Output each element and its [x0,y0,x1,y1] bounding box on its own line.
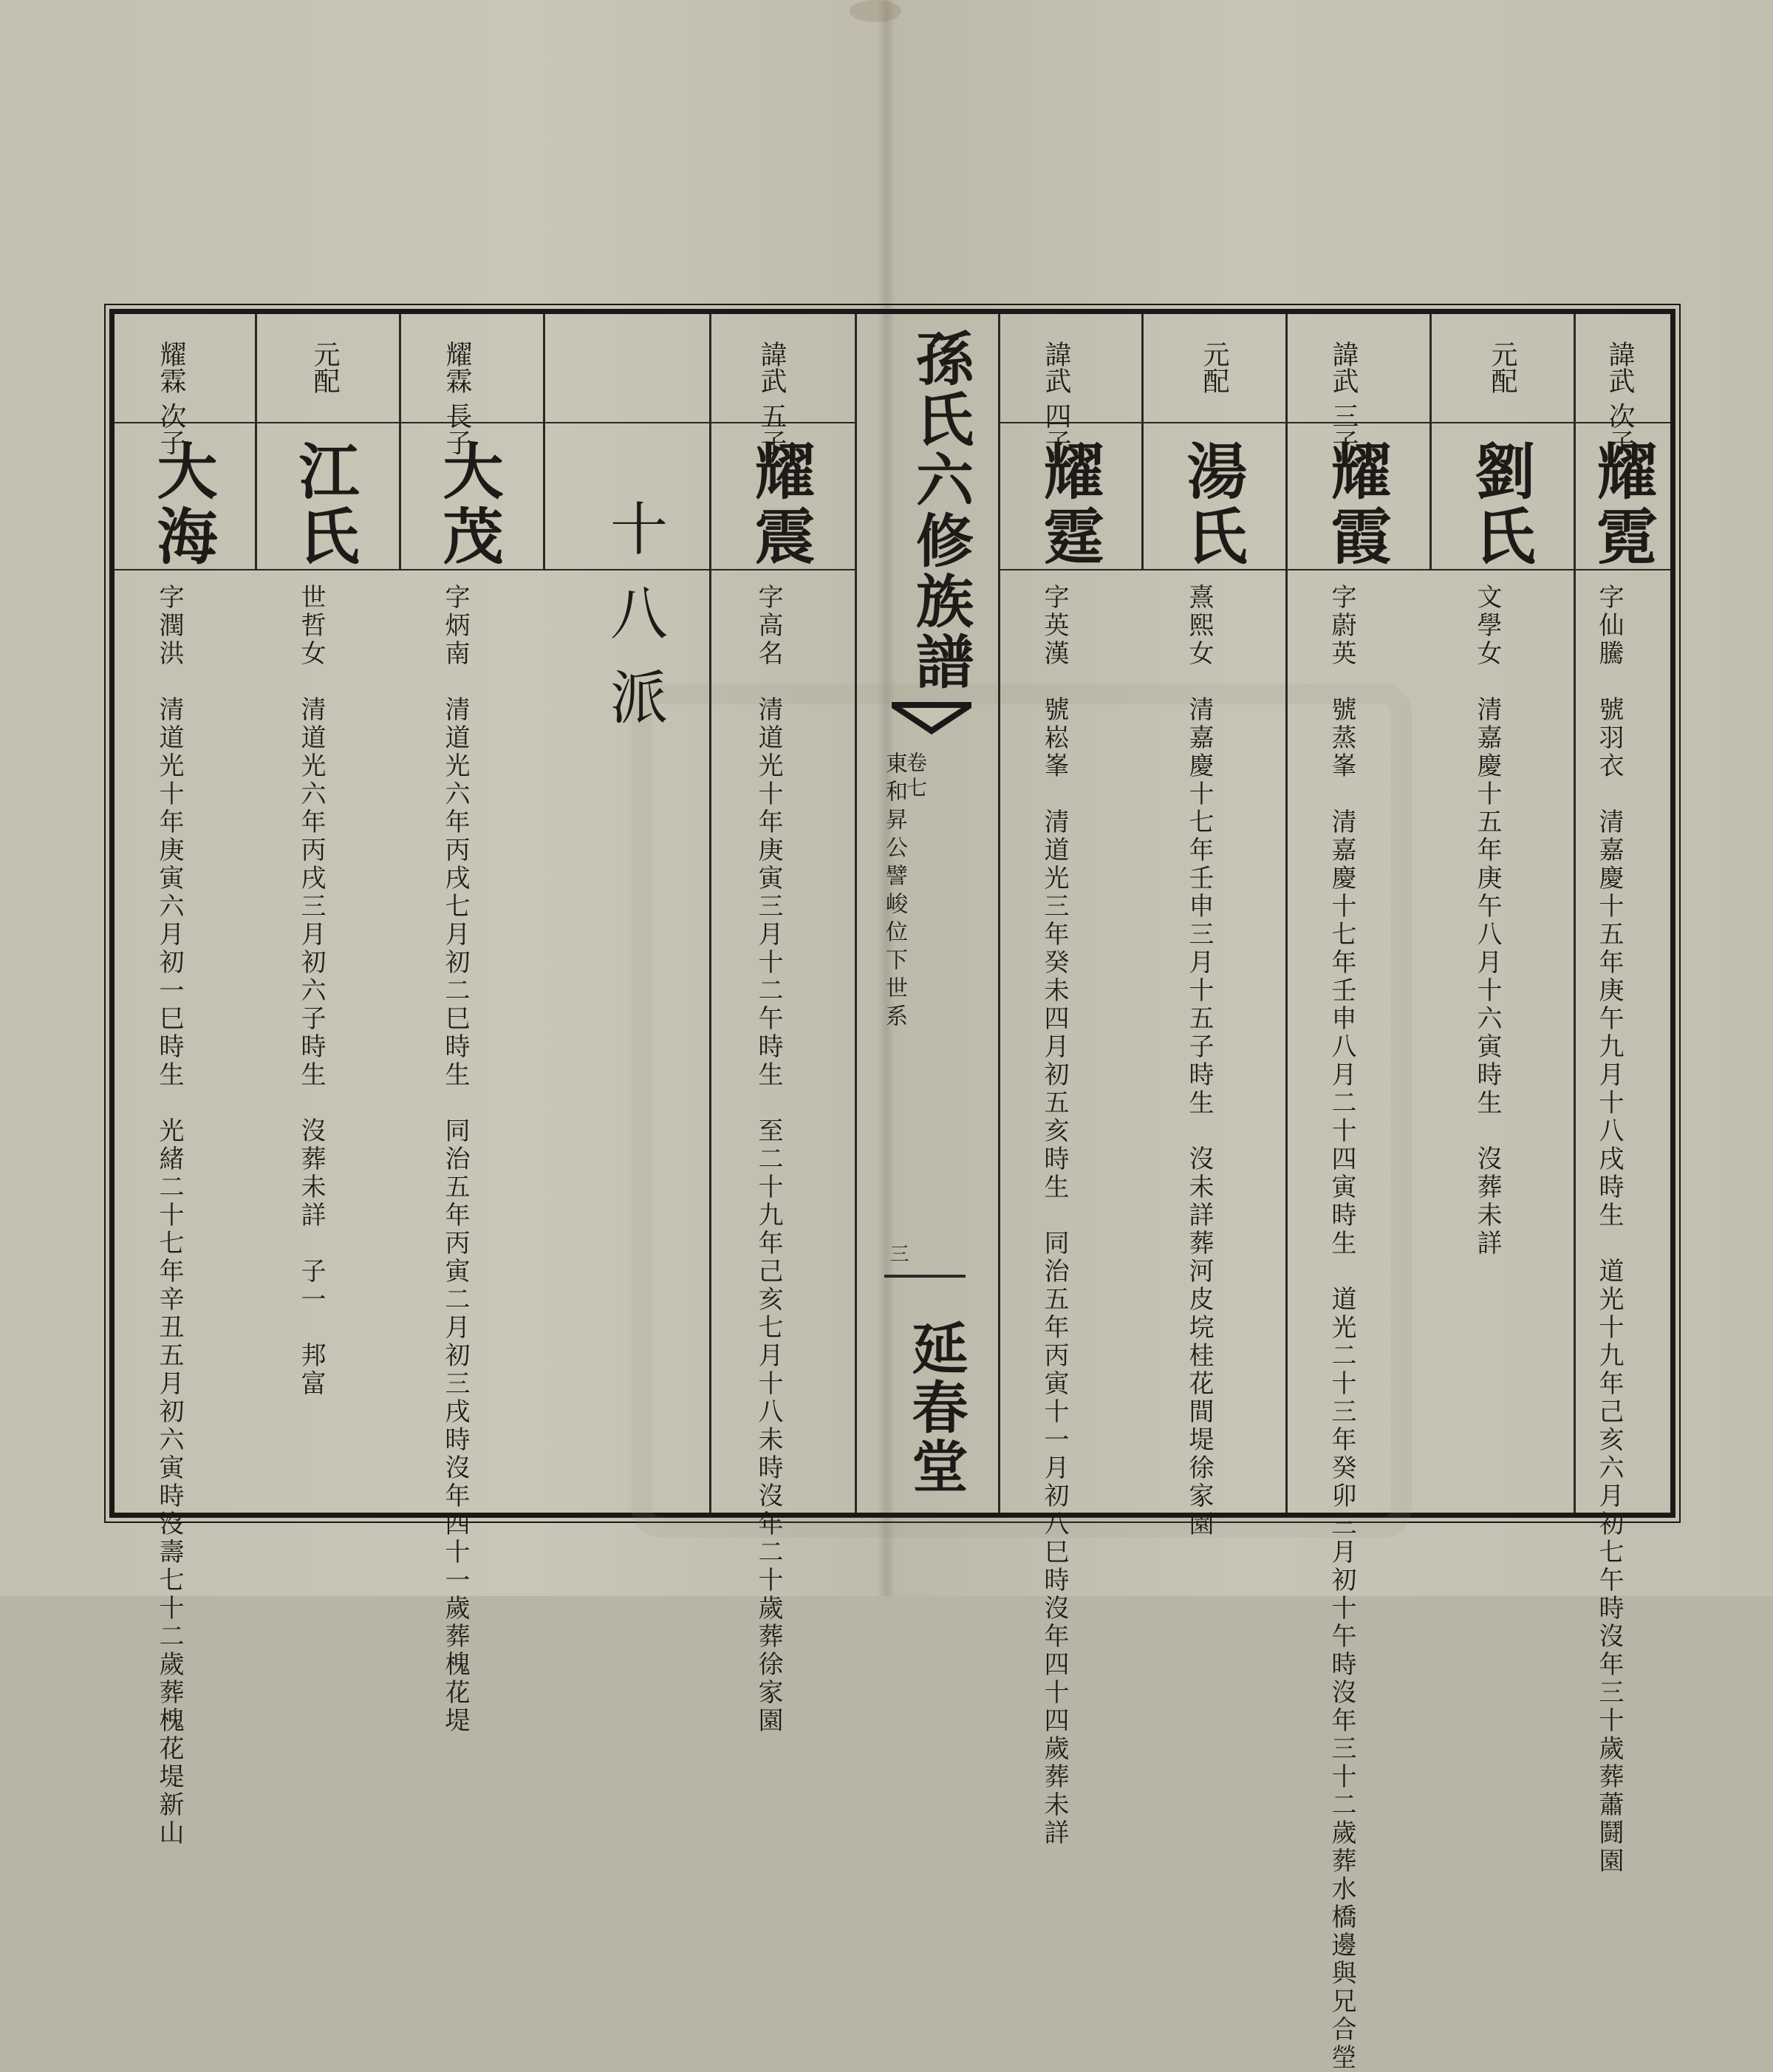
entry-column-jiangshi [255,314,399,1513]
hall-rule [884,1275,966,1278]
center-title-column [855,314,998,1513]
relation-label: 諱武 次子 [1605,341,1635,456]
entry-column-dahai [115,314,255,1847]
biography-text: 文學女 清嘉慶十五年庚午八月十六寅時生 沒葬未詳 [1472,584,1502,1258]
person-name: 江氏 [289,440,360,570]
biography-text: 世哲女 清道光六年丙戌三月初六子時生 沒葬未詳 子一 邦富 [296,584,326,1398]
biography-text: 字高名 清道光十年庚寅三月十二午時生 至二十九年己亥七月十八未時沒年二十歲葬徐家園 [754,584,783,1735]
biography-text: 字蔚英 號蒸峯 清嘉慶十七年壬申八月二十四寅時生 道光二十三年癸卯三月初十午時沒年三十二歲葬水橋邊與兄合塋 [1327,584,1356,2072]
relation-label: 耀霖 次子 [156,341,186,456]
relation-label: 元配 [310,341,340,394]
entry-column-yaoni [1574,314,1670,1875]
biography-text: 熹熙女 清嘉慶十七年壬申三月十五子時生 沒未詳葬河皮垸桂花間堤徐家園 [1184,584,1214,1538]
relation-label: 耀霖 長子 [442,341,472,456]
entry-column-tangshi [1141,314,1285,1538]
biography-text: 字炳南 清道光六年丙戌七月初二巳時生 同治五年丙寅二月初三戌時沒年四十一歲葬槐花堤 [440,584,470,1735]
entry-column-yaoxia [1285,314,1429,2072]
paper-stain [850,0,901,22]
person-name: 耀霓 [1587,440,1658,570]
generation-label: 十八派 [601,499,667,752]
relation-label: 諱武 五子 [756,341,787,456]
entry-column-yaozhen [709,314,855,1735]
relation-label: 元配 [1199,341,1229,394]
person-name: 湯氏 [1177,440,1248,570]
entry-column-yaoting [998,314,1141,1847]
person-name: 大海 [147,440,218,570]
person-name: 劉氏 [1465,440,1536,570]
person-name: 耀霆 [1034,440,1104,570]
series-label: 東和昇公譬峻位下世系 [881,752,907,1032]
biography-text: 字英漢 號崧峯 清道光三年癸未四月初五亥時生 同治五年丙寅十一月初八巳時沒年四十四歲葬未詳 [1039,584,1069,1847]
biography-text: 字仙騰 號羽衣 清嘉慶十五年庚午九月十八戌時生 道光十九年己亥六月初七午時沒年三十歲葬蕭鬪園 [1594,584,1624,1875]
relation-label: 元配 [1487,341,1517,394]
column-divider [543,314,545,569]
relation-label: 諱武 四子 [1041,341,1071,456]
fish-tail-mark-icon [892,702,971,737]
genealogy-frame [109,309,1675,2072]
person-name: 耀霞 [1321,440,1392,570]
person-name: 大茂 [433,440,504,570]
hall-name: 延春堂 [903,1319,969,1496]
generation-column [547,314,709,1513]
relation-label: 諱武 三子 [1328,341,1359,456]
page-number: 三 [886,1244,909,1263]
entry-column-liushi [1429,314,1574,1513]
book-title: 孫氏六修族譜 [906,329,974,692]
entry-column-damao [399,314,543,1735]
biography-text: 字潤洪 清道光十年庚寅六月初一巳時生 光緒二十七年辛丑五月初六寅時沒壽七十二歲葬槐花堤新山 [154,584,184,1847]
volume-label: 卷七 [903,752,928,802]
person-name: 耀震 [745,440,816,570]
